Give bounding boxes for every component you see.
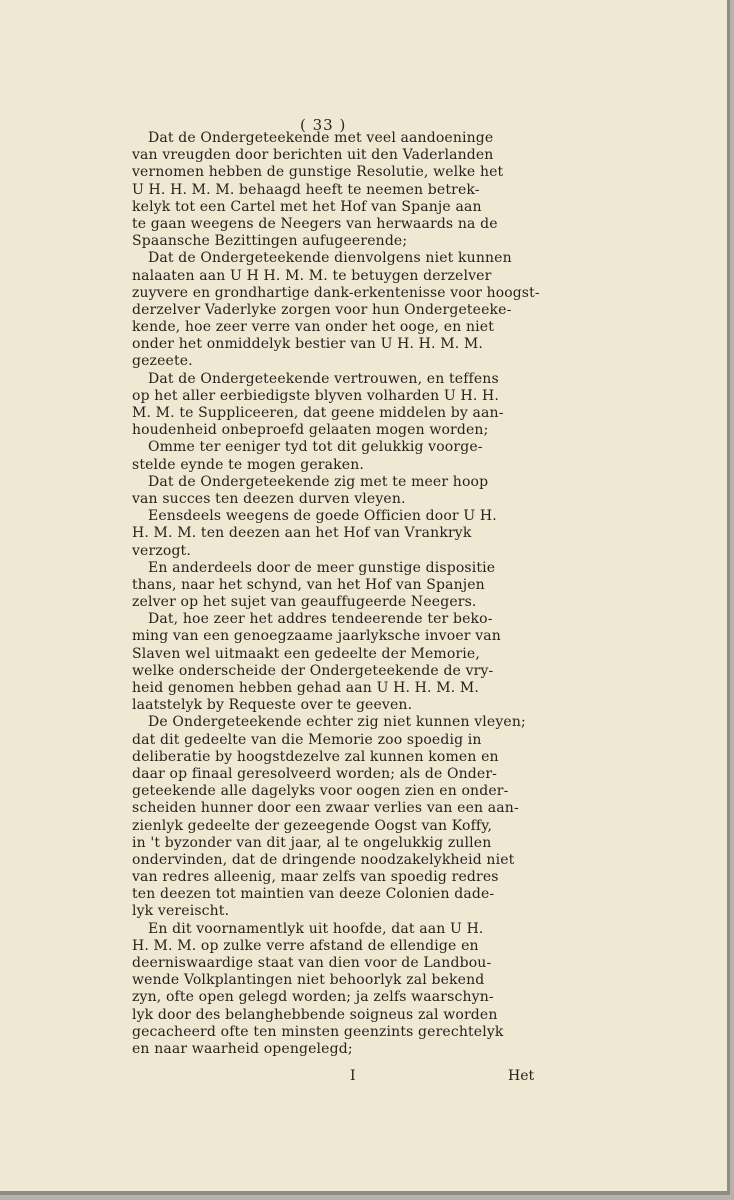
text-line: en naar waarheid opengelegd; bbox=[132, 1040, 353, 1057]
text-line: nalaaten aan U H H. M. M. te betuygen derzelver bbox=[132, 267, 492, 284]
text-line: En dit voornamentlyk uit hoofde, dat aan U H. bbox=[148, 920, 484, 937]
text-line: lyk vereischt. bbox=[132, 903, 230, 920]
text-line: U H. H. M. M. behaagd heeft te neemen betrek- bbox=[132, 181, 480, 198]
text-line: ondervinden, dat de dringende noodzakelykheid niet bbox=[132, 851, 515, 868]
text-line: geteekende alle dagelyks voor oogen zien en onder- bbox=[132, 783, 509, 800]
text-line: gezeete. bbox=[132, 353, 193, 370]
text-line: zienlyk gedeelte der gezeegende Oogst van Koffy, bbox=[132, 817, 493, 834]
text-line: kelyk tot een Cartel met het Hof van Spanje aan bbox=[132, 198, 482, 215]
text-line: lyk door des belanghebbende soigneus zal worden bbox=[132, 1006, 498, 1023]
text-line: En anderdeels door de meer gunstige dispositie bbox=[148, 559, 496, 576]
text-line: houdenheid onbeproefd gelaaten mogen worden; bbox=[132, 422, 489, 439]
text-line: op het aller eerbiedigste blyven volharden U H. H. bbox=[132, 387, 499, 404]
catchword: Het bbox=[508, 1068, 535, 1084]
text-line: onder het onmiddelyk bestier van U H. H. M. M. bbox=[132, 336, 484, 353]
text-line: deerniswaardige staat van dien voor de Landbou- bbox=[132, 955, 492, 971]
text-line: zyn, ofte open gelegd worden; ja zelfs waarschyn- bbox=[132, 989, 494, 1006]
text-line: Omme ter eeniger tyd tot dit gelukkig voorge- bbox=[148, 439, 483, 456]
text-line: vernomen hebben de gunstige Resolutie, welke het bbox=[132, 164, 504, 181]
text-line: daar op finaal geresolveerd worden; als de Onder- bbox=[132, 765, 498, 782]
text-line: M. M. te Suppliceeren, dat geene middelen by aan- bbox=[132, 405, 504, 421]
text-line: ten deezen tot maintien van deeze Colonien dade- bbox=[132, 886, 495, 903]
text-line: zelver op het sujet van geauffugeerde Neegers. bbox=[132, 594, 477, 611]
text-line: thans, naar het schynd, van het Hof van Spanjen bbox=[132, 576, 485, 593]
text-line: derzelver Vaderlyke zorgen voor hun Ondergeteeke- bbox=[132, 301, 512, 318]
text-line: H. M. M. ten deezen aan het Hof van Vrankryk bbox=[132, 525, 472, 542]
text-line: Spaansche Bezittingen aufugeerende; bbox=[132, 233, 408, 250]
text-line: gecacheerd ofte ten minsten geenzints gerechtelyk bbox=[132, 1023, 504, 1040]
text-line: verzogt. bbox=[132, 542, 191, 559]
text-line: H. M. M. op zulke verre afstand de ellendige en bbox=[132, 937, 479, 954]
text-line: De Ondergeteekende echter zig niet kunnen vleyen; bbox=[148, 714, 526, 731]
text-line: in 't byzonder van dit jaar, al te ongelukkig zullen bbox=[132, 834, 492, 851]
text-line: deliberatie by hoogstdezelve zal kunnen komen en bbox=[132, 748, 499, 765]
text-line: Eensdeels weegens de goede Officien door U H. bbox=[148, 508, 497, 525]
text-line: Dat de Ondergeteekende zig met te meer hoop bbox=[148, 473, 489, 490]
text-line: te gaan weegens de Neegers van herwaards na de bbox=[132, 215, 498, 232]
signature-mark: I bbox=[350, 1068, 356, 1084]
text-line: Dat de Ondergeteekende dienvolgens niet kunnen bbox=[148, 250, 512, 267]
page-number: ( 33 ) bbox=[300, 116, 347, 134]
text-line: kende, hoe zeer verre van onder het ooge, en niet bbox=[132, 319, 494, 336]
text-line: wende Volkplantingen niet behoorlyk zal bekend bbox=[132, 972, 485, 989]
text-line: Dat, hoe zeer het addres tendeerende ter beko- bbox=[148, 611, 493, 628]
text-line: van vreugden door berichten uit den Vaderlanden bbox=[132, 147, 494, 164]
text-line: welke onderscheide der Ondergeteekende de vry- bbox=[132, 662, 494, 679]
text-line: heid genomen hebben gehad aan U H. H. M. M. bbox=[132, 680, 480, 696]
body-text bbox=[132, 130, 540, 1058]
text-line: van succes ten deezen durven vleyen. bbox=[132, 490, 406, 507]
text-line: scheiden hunner door een zwaar verlies van een aan- bbox=[132, 800, 519, 817]
text-line: laatstelyk by Requeste over te geeven. bbox=[132, 697, 413, 714]
text-line: Dat de Ondergeteekende vertrouwen, en teffens bbox=[148, 370, 499, 387]
text-line: ming van een genoegzaame jaarlyksche invoer van bbox=[132, 628, 501, 645]
text-line: Dat de Ondergeteekende met veel aandoeninge bbox=[148, 130, 494, 146]
text-line: van redres alleenig, maar zelfs van spoedig redres bbox=[132, 869, 499, 886]
text-line: zuyvere en grondhartige dank-erkentenisse voor hoogst- bbox=[132, 284, 540, 301]
text-line: stelde eynde te mogen geraken. bbox=[132, 456, 364, 473]
text-line: Slaven wel uitmaakt een gedeelte der Memorie, bbox=[132, 645, 480, 662]
text-line: dat dit gedeelte van die Memorie zoo spoedig in bbox=[132, 731, 482, 748]
